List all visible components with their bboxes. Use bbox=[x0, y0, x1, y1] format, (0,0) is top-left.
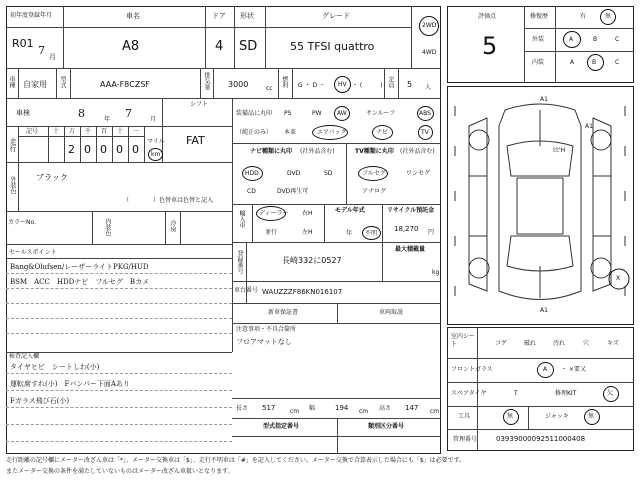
import-left: 左H bbox=[302, 229, 313, 236]
seat-item: 汚れ bbox=[553, 340, 566, 347]
width-label: 幅 bbox=[309, 405, 316, 412]
usage-label: 車種 bbox=[8, 76, 15, 88]
height-unit: cm bbox=[430, 408, 440, 415]
equipment-leather: 本革 bbox=[284, 129, 297, 136]
inspection-label: 車検 bbox=[16, 109, 30, 117]
mileage-digit: 0 bbox=[116, 143, 123, 156]
left-rear-wheel bbox=[469, 258, 489, 278]
spare-label: スペアタイヤ bbox=[451, 390, 487, 397]
mileage-digit: 0 bbox=[132, 143, 139, 156]
navi-label: ナビ種類に丸印 bbox=[250, 148, 293, 155]
import-parallel: 並行 bbox=[265, 229, 278, 236]
recycle-label: リサイクル預託金 bbox=[387, 207, 435, 214]
grade-value: 55 TFSI quattro bbox=[290, 40, 375, 53]
glass-note: ・ ×要又 bbox=[561, 366, 586, 373]
sales-point-line2: BSM ACC HDDナビ フルセグ Bカメ bbox=[10, 278, 150, 286]
fuel-selected: HV bbox=[338, 81, 347, 88]
caution-label: 注意事項・不具合箇所 bbox=[236, 326, 297, 333]
right-front-wheel bbox=[591, 130, 611, 150]
grade-label: グレード bbox=[322, 12, 350, 20]
model-label: 型式 bbox=[59, 76, 66, 88]
length-value: 517 bbox=[262, 404, 276, 412]
mileage-digit: 2 bbox=[68, 143, 75, 156]
jack-label: ジャッキ bbox=[545, 413, 569, 420]
length-unit: cm bbox=[290, 408, 300, 415]
registration-value: 長崎332に0527 bbox=[282, 256, 342, 265]
inspector-line3: Fガラス飛び石(小) bbox=[10, 397, 70, 405]
mileage-digit: 0 bbox=[84, 143, 91, 156]
drive-2wd: 2WD bbox=[422, 22, 437, 29]
registration-label: 登録番号 bbox=[236, 250, 243, 274]
mileage-unit-km: km bbox=[151, 151, 161, 158]
chassis-value: WAUZZZF86KN016107 bbox=[262, 288, 343, 296]
class-label: 類別区分番号 bbox=[368, 423, 405, 430]
sales-point-label: セールスポイント bbox=[9, 249, 57, 256]
shape-label: 形状 bbox=[240, 12, 254, 20]
first-reg-era: R01 bbox=[12, 37, 34, 50]
spare-t: T bbox=[514, 390, 518, 397]
tools-label: 工具 bbox=[458, 413, 471, 420]
fuel-options: G ・ D ・ bbox=[298, 82, 325, 89]
repair-label: 修復歴 bbox=[530, 13, 549, 20]
door-value: 4 bbox=[215, 39, 224, 54]
inspector-line1: タイヤヒビ シートしわ(小) bbox=[10, 363, 100, 371]
door-label: ドア bbox=[212, 12, 226, 20]
shift-value: FAT bbox=[186, 134, 205, 147]
equipment-abs: ABS bbox=[419, 110, 431, 117]
repair-no: 無 bbox=[605, 13, 612, 20]
diagram-a1-top: A1 bbox=[540, 96, 548, 103]
footer-line1: 走行距離の記号欄にメーター改ざん車は「*」、メーター交換車は「$」、走行不明車は「#」を記入してください。メーター交換で合算表示した場合にも「$」は必要です。 bbox=[6, 457, 466, 464]
caution-value: フロアマットなし bbox=[236, 338, 292, 346]
int-grade-a: A bbox=[570, 59, 575, 66]
tv-analog: アナログ bbox=[362, 188, 387, 195]
manual-label: 車両取説 bbox=[379, 309, 404, 316]
car-diagram bbox=[447, 86, 634, 325]
car-name-label: 車名 bbox=[126, 12, 140, 20]
mileage-digit-label: 十 bbox=[117, 128, 124, 135]
usage-value: 自家用 bbox=[23, 80, 47, 89]
seat-item: コゲ bbox=[495, 340, 508, 347]
diagram-a1-bottom: A1 bbox=[540, 307, 548, 314]
type-designation-label: 型式指定番号 bbox=[263, 423, 300, 430]
mileage-digit-label: 百 bbox=[101, 128, 108, 135]
height-value: 147 bbox=[405, 404, 419, 412]
recycle-unit: 円 bbox=[428, 229, 435, 236]
navi-cd: CD bbox=[247, 188, 256, 195]
ext-label: 外装 bbox=[532, 36, 545, 43]
width-value: 194 bbox=[335, 404, 349, 412]
equipment-pw: PW bbox=[312, 110, 322, 117]
import-dealer: ディーラー bbox=[259, 210, 289, 217]
sales-point-line1: Bang&Olufsen/レーザーライトPKG/HUD bbox=[10, 263, 149, 271]
seat-item: キズ bbox=[607, 340, 619, 347]
repair-yes: 有 bbox=[580, 13, 587, 20]
car-left-side bbox=[469, 118, 487, 291]
inspector-line2: 運転席すれ(小) Fバンパー下面Aあり bbox=[10, 380, 130, 388]
cooling-label: 冷房 bbox=[169, 220, 176, 232]
interior-label: 内装色 bbox=[104, 218, 111, 236]
diagram-a1-side: A1 bbox=[585, 123, 593, 130]
shape-value: SD bbox=[239, 39, 258, 54]
first-reg-label: 初年度登録年月 bbox=[10, 12, 53, 19]
glass-selected: A bbox=[543, 366, 548, 373]
fuel-other: ・ ( ) bbox=[352, 82, 383, 89]
mileage-digit-label: 一 bbox=[133, 128, 140, 135]
import-right: 右H bbox=[302, 210, 313, 217]
warranty-label: 新車保証書 bbox=[268, 309, 299, 316]
left-front-wheel bbox=[469, 130, 489, 150]
right-rear-wheel bbox=[591, 258, 611, 278]
car-name-value: A8 bbox=[122, 39, 140, 54]
seat-label: 室内シート bbox=[451, 333, 476, 348]
equipment-label: 装備品に丸印 bbox=[236, 110, 273, 117]
fuel-label: 燃料 bbox=[281, 76, 288, 88]
ext-grade-c: C bbox=[615, 36, 620, 43]
height-label: 高さ bbox=[379, 405, 392, 412]
inspection-year: 8 bbox=[78, 107, 85, 120]
color-label: 外装色 bbox=[9, 176, 16, 194]
max-load-label: 最大積載量 bbox=[395, 246, 426, 253]
navi-dvd: DVD bbox=[287, 170, 301, 177]
int-grade-b: B bbox=[592, 59, 597, 66]
color-note: （ ）色替車は色替と記入 bbox=[123, 197, 214, 204]
chassis-label: 車台番号 bbox=[234, 287, 259, 294]
displacement-unit: cc bbox=[266, 85, 273, 92]
ext-grade-a: A bbox=[569, 36, 574, 43]
capacity-value: 5 bbox=[407, 80, 413, 89]
equipment-tv: TV bbox=[421, 129, 429, 136]
inspection-month-unit: 月 bbox=[150, 116, 157, 123]
ext-grade-b: B bbox=[593, 36, 598, 43]
jack-value: 無 bbox=[588, 413, 595, 420]
int-label: 内装 bbox=[532, 59, 545, 66]
model-year-value: 不明 bbox=[365, 230, 378, 237]
import-label: 輸入車 bbox=[238, 210, 245, 228]
shift-label: シフト bbox=[190, 101, 209, 108]
mileage-label: 走行 bbox=[9, 138, 17, 152]
inspection-month: 7 bbox=[125, 107, 132, 120]
equipment-navi: ナビ bbox=[376, 129, 389, 136]
footer-line2: またメーター交換の条件を満たしていないものはメーター改ざん車扱いとなります。 bbox=[6, 468, 234, 475]
equipment-aw: AW bbox=[337, 110, 347, 117]
model-value: AAA-F8CZSF bbox=[100, 80, 151, 89]
mgmt-value: 03939000092511000408 bbox=[496, 435, 586, 443]
inspection-year-unit: 年 bbox=[104, 116, 111, 123]
mileage-unit-mile: マイル bbox=[147, 138, 165, 145]
displacement-label: 排気量 bbox=[203, 72, 210, 90]
color-value: ブラック bbox=[36, 173, 68, 182]
equipment-sub-label: （純正のみ） bbox=[236, 129, 273, 136]
spare-none: 欠 bbox=[607, 390, 614, 397]
diagram-mark: X bbox=[616, 275, 621, 282]
equipment-ps: PS bbox=[284, 110, 292, 117]
spare-repair: 修理KIT bbox=[555, 390, 577, 397]
first-reg-month-unit: 月 bbox=[49, 53, 56, 61]
length-label: 長さ bbox=[236, 405, 249, 412]
diagram-center-note: ﾋﾋ'H bbox=[553, 147, 566, 154]
displacement-value: 3000 bbox=[228, 80, 249, 89]
tv-fullseg: フルセグ bbox=[362, 170, 386, 177]
glass-label: フロントガラス bbox=[451, 366, 493, 373]
trim-color-label: カラーNo. bbox=[8, 219, 36, 226]
model-year-unit: 年 bbox=[346, 230, 353, 237]
mileage-record-label: 記号 bbox=[26, 128, 39, 135]
recycle-value: 18,270 bbox=[394, 225, 419, 233]
seat-item: 破れ bbox=[524, 340, 537, 347]
seat-item: 穴 bbox=[583, 340, 590, 347]
int-grade-c: C bbox=[615, 59, 620, 66]
navi-dvd-play: DVD再生可 bbox=[277, 188, 309, 195]
tv-oneseg: ワンセグ bbox=[406, 170, 431, 177]
drive-4wd: 4WD bbox=[422, 49, 437, 56]
mileage-digit: 0 bbox=[100, 143, 107, 156]
navi-hdd: HDD bbox=[245, 170, 259, 177]
capacity-unit: 人 bbox=[425, 84, 432, 91]
score-value: 5 bbox=[482, 32, 498, 60]
tools-value: 無 bbox=[507, 413, 514, 420]
car-right-side bbox=[593, 118, 611, 291]
equipment-airbag: エアバック bbox=[317, 129, 347, 136]
first-reg-month: 7 bbox=[38, 44, 45, 57]
width-unit: cm bbox=[359, 408, 369, 415]
equipment-sunroof: サンルーフ bbox=[366, 110, 396, 117]
mileage-digit-label: 千 bbox=[85, 128, 92, 135]
model-year-label: モデル年式 bbox=[335, 207, 365, 214]
mileage-digit-label: 十 bbox=[53, 128, 60, 135]
tv-label: TV種類に丸印 bbox=[355, 148, 394, 155]
navi-sd: SD bbox=[324, 170, 333, 177]
inspector-label: 検査記入欄 bbox=[9, 353, 40, 360]
score-label: 評価点 bbox=[478, 13, 497, 20]
capacity-label: 定員 bbox=[387, 76, 394, 88]
navi-sub-label: (社外品含む) bbox=[300, 148, 335, 155]
tv-sub-label: (社外品含む) bbox=[400, 148, 435, 155]
mgmt-label: 管理番号 bbox=[453, 436, 478, 443]
mileage-digit-label: 万 bbox=[69, 128, 76, 135]
max-load-unit: kg bbox=[432, 269, 440, 276]
